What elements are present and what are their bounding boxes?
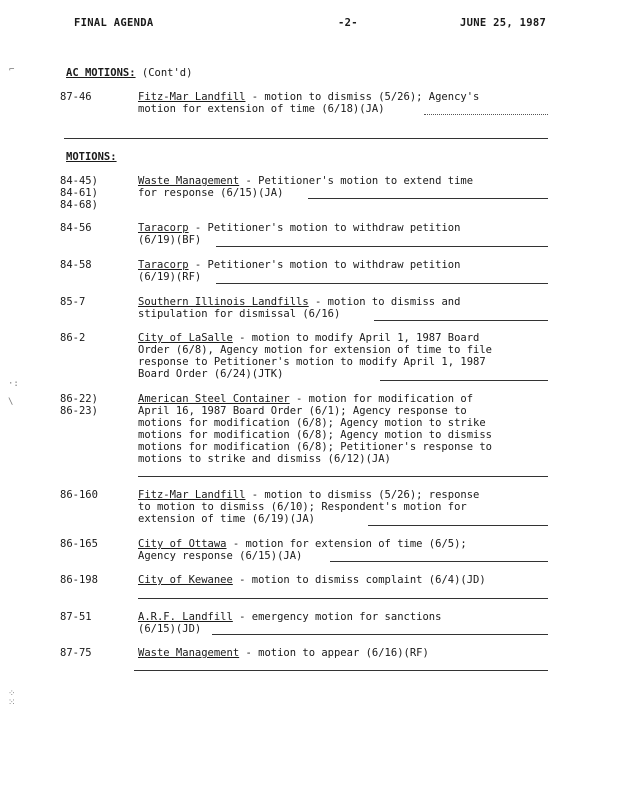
divider: [424, 114, 548, 115]
item-text: Waste Management - motion to appear (6/16)(RF): [138, 647, 429, 659]
scan-mark: \: [8, 397, 14, 407]
divider: [212, 634, 548, 635]
divider: [380, 380, 548, 381]
item-text: A.R.F. Landfill - emergency motion for sanctions (6/15)(JD): [138, 611, 442, 635]
item-number: 84-56: [60, 222, 92, 234]
header-left: FINAL AGENDA: [74, 17, 154, 29]
divider: [138, 598, 548, 599]
page-number: -2-: [338, 17, 358, 29]
header-date: JUNE 25, 1987: [460, 17, 547, 29]
item-number: 84-58: [60, 259, 92, 271]
item-text: City of Ottawa - motion for extension of time (6/5); Agency response (6/15)(JA): [138, 538, 467, 562]
item-number: 87-51: [60, 611, 92, 623]
scan-mark: ⌐: [9, 65, 15, 75]
divider: [216, 246, 548, 247]
scan-mark: ·:: [8, 379, 19, 389]
divider: [330, 561, 548, 562]
divider: [308, 198, 548, 199]
item-text: Fitz-Mar Landfill - motion to dismiss (5/26); Agency's motion for extension of time (6/18)(JA): [138, 91, 480, 115]
item-number: 87-75: [60, 647, 92, 659]
divider: [368, 525, 548, 526]
section-divider: [64, 138, 548, 139]
item-number: 86-160: [60, 489, 98, 501]
item-number: 86-198: [60, 574, 98, 586]
divider: [138, 476, 548, 477]
section-heading-motions: MOTIONS:: [66, 151, 117, 163]
divider: [134, 670, 548, 671]
item-text: City of LaSalle - motion to modify April 1, 1987 Board Order (6/8), Agency motion for extension of time to file response to Petitioner's motion to modify April 1, 1987 Board Order (6/24)(JTK): [138, 332, 493, 380]
item-number: 86-2: [60, 332, 86, 344]
item-number: 86-165: [60, 538, 98, 550]
item-text: Waste Management - Petitioner's motion to extend time for response (6/15)(JA): [138, 175, 474, 199]
item-number: 87-46: [60, 91, 92, 103]
section-heading-ac-motions: AC MOTIONS: (Cont'd): [66, 67, 193, 79]
divider: [216, 283, 548, 284]
item-text: Taracorp - Petitioner's motion to withdraw petition (6/19)(RF): [138, 259, 461, 283]
item-text: Taracorp - Petitioner's motion to withdraw petition (6/19)(BF): [138, 222, 461, 246]
scan-mark: ⁘ ⁙: [8, 689, 16, 708]
divider: [374, 320, 548, 321]
item-text: American Steel Container - motion for modification of April 16, 1987 Board Order (6/1); Agency response to motions for modification (6/8); Agency motion to strike motions for modification (6/8); Agency motion to dismiss motions for modification (6/8); Petitioner's response to motions to strike and dismiss (6/12)(JA): [138, 393, 493, 465]
item-number: 84-45) 84-61) 84-68): [60, 175, 98, 211]
item-number: 85-7: [60, 296, 86, 308]
item-text: Fitz-Mar Landfill - motion to dismiss (5/26); response to motion to dismiss (6/10); Respondent's motion for extension of time (6/19)(JA): [138, 489, 480, 525]
item-number: 86-22) 86-23): [60, 393, 98, 417]
item-text: City of Kewanee - motion to dismiss complaint (6/4)(JD): [138, 574, 486, 586]
item-text: Southern Illinois Landfills - motion to dismiss and stipulation for dismissal (6/16): [138, 296, 461, 320]
